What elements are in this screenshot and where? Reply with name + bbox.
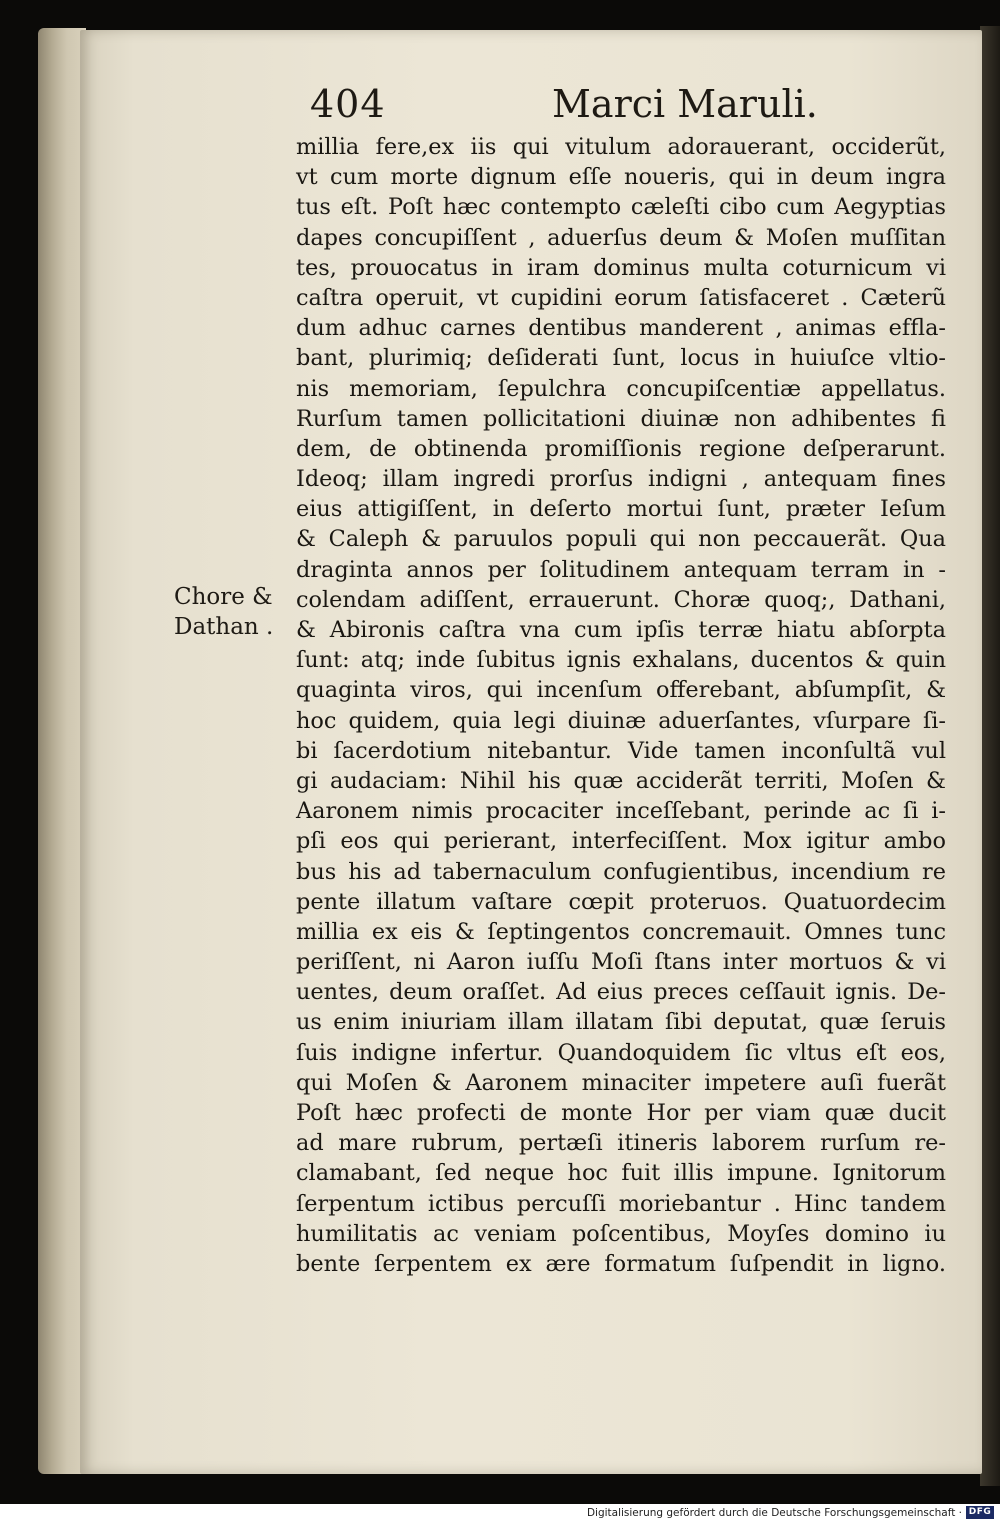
text-line: uentes, deum oraſſet. Ad eius preces ceſſauit ignis. De- [296, 979, 946, 1006]
text-line: nis memoriam, ſepulchra concupiſcentiæ appellatus. [296, 375, 946, 402]
text-line: millia ex eis & ſeptingentos concremauit. Omnes tunc [296, 918, 946, 945]
text-line: Aaronem nimis procaciter inceſſebant, perinde ac ſi i- [296, 798, 946, 825]
text-line: quaginta viros, qui incenſum offerebant, abſumpſit, & [296, 677, 946, 704]
text-line: vt cum morte dignum eſſe noueris, qui in deum ingra [296, 164, 946, 191]
text-line: & Caleph & paruulos populi qui non peccauerãt. Qua [296, 526, 946, 553]
text-line: bente ſerpentem ex ære formatum ſuſpendit in ligno. [296, 1250, 946, 1277]
dfg-logo: DFG [966, 1506, 994, 1519]
text-line: qui Moſen & Aaronem minaciter impetere auſi fuerãt [296, 1069, 946, 1096]
text-line: us enim iniuriam illam illatam ſibi deputat, quæ ſeruis [296, 1009, 946, 1036]
text-line: & Abironis caſtra vna cum ipſis terræ hiatu abſorpta [296, 617, 946, 643]
margin-note [174, 582, 294, 642]
text-line: ſuis indigne infertur. Quandoquidem ſic vltus eſt eos, [296, 1039, 946, 1066]
text-line: clamabant, ſed neque hoc fuit illis impune. Ignitorum [296, 1160, 946, 1187]
text-line: tus eſt. Poſt hæc contempto cæleſti cibo cum Aegyptias [296, 194, 946, 221]
running-head: Marci Maruli. [552, 82, 818, 126]
text-line: dum adhuc carnes dentibus manderent , animas efﬂa- [296, 315, 946, 342]
text-line: periſſent, ni Aaron iuſſu Moſi ſtans inter mortuos & vi [296, 949, 946, 976]
text-line: caſtra operuit, vt cupidini eorum ſatisfaceret . Cæterũ [296, 284, 946, 311]
text-line: dapes concupiſſent , aduerſus deum & Moſen muſſitan [296, 224, 946, 251]
text-line: bant, plurimiq; deſiderati ſunt, locus in huiuſce vltio- [296, 345, 946, 372]
text-line: Ideoq; illam ingredi prorſus indigni , antequam fines [296, 466, 946, 493]
text-line: ſerpentum ictibus percuſſi moriebantur . Hinc tandem [296, 1190, 946, 1217]
text-line: pſi eos qui perierant, interfeciſſent. Mox igitur ambo [296, 828, 946, 855]
text-line: bi ſacerdotium nitebantur. Vide tamen inconſultã vul [296, 737, 946, 764]
text-line: ad mare rubrum, pertæſi itineris laborem rurſum re- [296, 1130, 946, 1157]
text-line: pente illatum vaſtare cœpit proteruos. Quatuordecim [296, 888, 946, 915]
page-edge-stack [38, 28, 86, 1474]
text-line: eius attigiſſent, in deſerto mortui ſunt, præter Ieſum [296, 496, 946, 523]
text-line: gi audaciam: Nihil his quæ acciderãt territi, Moſen & [296, 767, 946, 794]
text-line: tes, prouocatus in iram dominus multa coturnicum vi [296, 254, 946, 281]
text-line: colendam adiſſent, errauerunt. Choræ quoq;, Dathani, [296, 586, 946, 613]
text-line: Rurſum tamen pollicitationi diuinæ non adhibentes fi [296, 405, 946, 432]
margin-note-line: Chore & [174, 584, 273, 610]
text-line: draginta annos per ſolitudinem antequam terram in - [296, 556, 946, 583]
footer-credit: Digitalisierung gefördert durch die Deutsche Forschungsgemeinschaft · [586, 1507, 962, 1519]
text-line: dem, de obtinenda promiſſionis regione deſperarunt. [296, 435, 946, 462]
body-text [296, 132, 946, 1279]
text-line: ſunt: atq; inde ſubitus ignis exhalans, ducentos & quin [296, 647, 946, 674]
text-line: humilitatis ac veniam poſcentibus, Moyſes domino iu [296, 1220, 946, 1247]
text-line: hoc quidem, quia legi diuinæ aduerſantes, vſurpare ſi- [296, 707, 946, 734]
page-number: 404 [310, 82, 386, 126]
margin-note-line: Dathan . [174, 614, 274, 640]
text-line: millia fere,ex iis qui vitulum adorauerant, occiderũt, [296, 134, 946, 160]
book-right-edge [980, 26, 1000, 1486]
text-line: Poſt hæc profecti de monte Hor per viam quæ ducit [296, 1100, 946, 1126]
text-line: bus his ad tabernaculum confugientibus, incendium re [296, 858, 946, 885]
page-header [300, 76, 820, 136]
